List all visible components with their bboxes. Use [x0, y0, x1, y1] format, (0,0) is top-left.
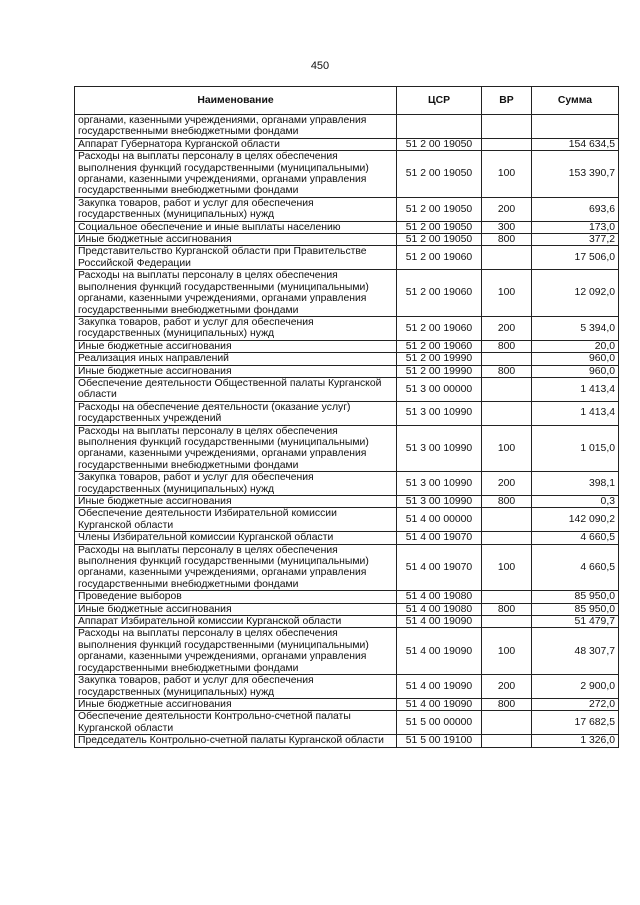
cell-vr [482, 711, 532, 735]
table-row [75, 365, 619, 377]
table-row [75, 508, 619, 532]
cell-sum: 48 307,7 [532, 628, 619, 675]
cell-sum: 4 660,5 [532, 532, 619, 544]
cell-sum: 4 660,5 [532, 544, 619, 591]
cell-vr: 200 [482, 197, 532, 221]
cell-vr [482, 353, 532, 365]
cell-vr: 100 [482, 628, 532, 675]
cell-sum: 1 015,0 [532, 425, 619, 472]
cell-vr [482, 115, 532, 139]
cell-sum: 51 479,7 [532, 616, 619, 628]
cell-sum: 5 394,0 [532, 316, 619, 340]
table-row [75, 316, 619, 340]
cell-csr: 51 3 00 00000 [397, 377, 482, 401]
cell-sum: 20,0 [532, 340, 619, 352]
cell-vr: 100 [482, 544, 532, 591]
header-vr: ВР [482, 87, 532, 115]
cell-name: Иные бюджетные ассигнования [75, 234, 397, 246]
cell-vr [482, 616, 532, 628]
table-header-row [75, 87, 619, 115]
cell-name: Расходы на выплаты персоналу в целях обеспечения выполнения функций государственными (муниципальными) органами, казенными учреждениями, органами управления государственными внебюджетными фондами [75, 151, 397, 198]
cell-name: Социальное обеспечение и иные выплаты населению [75, 221, 397, 233]
table-row [75, 616, 619, 628]
cell-csr: 51 4 00 19090 [397, 616, 482, 628]
table-row [75, 138, 619, 150]
cell-csr: 51 2 00 19050 [397, 234, 482, 246]
cell-csr: 51 2 00 19050 [397, 221, 482, 233]
cell-sum: 173,0 [532, 221, 619, 233]
cell-sum: 12 092,0 [532, 270, 619, 317]
cell-vr: 800 [482, 603, 532, 615]
cell-sum: 272,0 [532, 698, 619, 710]
cell-csr: 51 2 00 19990 [397, 365, 482, 377]
cell-csr: 51 4 00 19070 [397, 544, 482, 591]
cell-csr: 51 2 00 19060 [397, 316, 482, 340]
cell-name: Иные бюджетные ассигнования [75, 603, 397, 615]
table-row [75, 425, 619, 472]
cell-vr [482, 508, 532, 532]
cell-name: Обеспечение деятельности Избирательной комиссии Курганской области [75, 508, 397, 532]
cell-name: Члены Избирательной комиссии Курганской области [75, 532, 397, 544]
cell-csr: 51 2 00 19050 [397, 151, 482, 198]
cell-sum: 0,3 [532, 496, 619, 508]
cell-csr: 51 2 00 19060 [397, 246, 482, 270]
cell-name: Закупка товаров, работ и услуг для обеспечения государственных (муниципальных) нужд [75, 472, 397, 496]
table-row [75, 735, 619, 747]
header-sum: Сумма [532, 87, 619, 115]
cell-name: Иные бюджетные ассигнования [75, 340, 397, 352]
cell-csr: 51 4 00 00000 [397, 508, 482, 532]
cell-csr: 51 2 00 19990 [397, 353, 482, 365]
cell-vr: 100 [482, 270, 532, 317]
table-row [75, 544, 619, 591]
cell-name: Расходы на выплаты персоналу в целях обеспечения выполнения функций государственными (муниципальными) органами, казенными учреждениями, органами управления государственными внебюджетными фондами [75, 425, 397, 472]
cell-sum: 153 390,7 [532, 151, 619, 198]
cell-vr: 800 [482, 340, 532, 352]
table-row [75, 115, 619, 139]
cell-sum: 2 900,0 [532, 675, 619, 699]
cell-csr: 51 4 00 19090 [397, 628, 482, 675]
table-row [75, 675, 619, 699]
cell-vr: 100 [482, 151, 532, 198]
cell-sum: 85 950,0 [532, 603, 619, 615]
cell-name: Расходы на выплаты персоналу в целях обеспечения выполнения функций государственными (муниципальными) органами, казенными учреждениями, органами управления государственными внебюджетными фондами [75, 270, 397, 317]
cell-sum: 17 682,5 [532, 711, 619, 735]
cell-name: Расходы на выплаты персоналу в целях обеспечения выполнения функций государственными (муниципальными) органами, казенными учреждениями, органами управления государственными внебюджетными фондами [75, 628, 397, 675]
cell-name: Расходы на выплаты персоналу в целях обеспечения выполнения функций государственными (муниципальными) органами, казенными учреждениями, органами управления государственными внебюджетными фондами [75, 544, 397, 591]
cell-name: Закупка товаров, работ и услуг для обеспечения государственных (муниципальных) нужд [75, 197, 397, 221]
cell-sum: 693,6 [532, 197, 619, 221]
cell-name: Аппарат Губернатора Курганской области [75, 138, 397, 150]
table-row [75, 603, 619, 615]
cell-sum [532, 115, 619, 139]
cell-csr: 51 2 00 19060 [397, 340, 482, 352]
cell-sum: 1 413,4 [532, 377, 619, 401]
cell-vr: 800 [482, 496, 532, 508]
cell-csr [397, 115, 482, 139]
cell-vr: 200 [482, 472, 532, 496]
cell-sum: 17 506,0 [532, 246, 619, 270]
cell-vr [482, 735, 532, 747]
cell-csr: 51 3 00 10990 [397, 425, 482, 472]
cell-vr: 800 [482, 365, 532, 377]
header-name: Наименование [75, 87, 397, 115]
cell-csr: 51 4 00 19080 [397, 603, 482, 615]
table-row [75, 246, 619, 270]
cell-sum: 960,0 [532, 353, 619, 365]
table-row [75, 472, 619, 496]
cell-csr: 51 4 00 19090 [397, 698, 482, 710]
table-row [75, 221, 619, 233]
table-row [75, 151, 619, 198]
cell-vr: 100 [482, 425, 532, 472]
table-row [75, 496, 619, 508]
cell-sum: 398,1 [532, 472, 619, 496]
cell-csr: 51 2 00 19060 [397, 270, 482, 317]
cell-name: Проведение выборов [75, 591, 397, 603]
table-row [75, 377, 619, 401]
cell-vr [482, 377, 532, 401]
cell-name: Закупка товаров, работ и услуг для обеспечения государственных (муниципальных) нужд [75, 316, 397, 340]
cell-name: Иные бюджетные ассигнования [75, 365, 397, 377]
cell-csr: 51 4 00 19090 [397, 675, 482, 699]
cell-csr: 51 3 00 10990 [397, 401, 482, 425]
cell-vr [482, 246, 532, 270]
cell-name: Закупка товаров, работ и услуг для обеспечения государственных (муниципальных) нужд [75, 675, 397, 699]
cell-sum: 85 950,0 [532, 591, 619, 603]
cell-name: Иные бюджетные ассигнования [75, 496, 397, 508]
cell-name: Представительство Курганской области при Правительстве Российской Федерации [75, 246, 397, 270]
cell-csr: 51 2 00 19050 [397, 138, 482, 150]
cell-name: Председатель Контрольно-счетной палаты Курганской области [75, 735, 397, 747]
cell-csr: 51 4 00 19080 [397, 591, 482, 603]
cell-vr [482, 532, 532, 544]
cell-csr: 51 5 00 19100 [397, 735, 482, 747]
cell-csr: 51 5 00 00000 [397, 711, 482, 735]
cell-csr: 51 4 00 19070 [397, 532, 482, 544]
table-body [75, 115, 619, 748]
table-row [75, 353, 619, 365]
cell-vr [482, 401, 532, 425]
cell-sum: 377,2 [532, 234, 619, 246]
cell-name: органами, казенными учреждениями, органами управления государственными внебюджетными фондами [75, 115, 397, 139]
table-row [75, 340, 619, 352]
cell-vr [482, 138, 532, 150]
cell-name: Аппарат Избирательной комиссии Курганской области [75, 616, 397, 628]
cell-sum: 1 413,4 [532, 401, 619, 425]
page-number: 450 [310, 60, 330, 72]
cell-sum: 960,0 [532, 365, 619, 377]
cell-vr: 200 [482, 316, 532, 340]
budget-table [74, 86, 619, 748]
cell-sum: 1 326,0 [532, 735, 619, 747]
header-csr: ЦСР [397, 87, 482, 115]
table-row [75, 711, 619, 735]
table-row [75, 698, 619, 710]
table-row [75, 234, 619, 246]
cell-name: Реализация иных направлений [75, 353, 397, 365]
cell-vr [482, 591, 532, 603]
table-row [75, 197, 619, 221]
cell-vr: 200 [482, 675, 532, 699]
cell-name: Обеспечение деятельности Общественной палаты Курганской области [75, 377, 397, 401]
cell-csr: 51 3 00 10990 [397, 472, 482, 496]
cell-name: Расходы на обеспечение деятельности (оказание услуг) государственных учреждений [75, 401, 397, 425]
table-row [75, 401, 619, 425]
cell-name: Иные бюджетные ассигнования [75, 698, 397, 710]
cell-sum: 142 090,2 [532, 508, 619, 532]
table-row [75, 628, 619, 675]
cell-vr: 300 [482, 221, 532, 233]
cell-vr: 800 [482, 234, 532, 246]
cell-sum: 154 634,5 [532, 138, 619, 150]
cell-csr: 51 3 00 10990 [397, 496, 482, 508]
table-row [75, 270, 619, 317]
table-row [75, 591, 619, 603]
table-row [75, 532, 619, 544]
cell-name: Обеспечение деятельности Контрольно-счетной палаты Курганской области [75, 711, 397, 735]
cell-vr: 800 [482, 698, 532, 710]
cell-csr: 51 2 00 19050 [397, 197, 482, 221]
